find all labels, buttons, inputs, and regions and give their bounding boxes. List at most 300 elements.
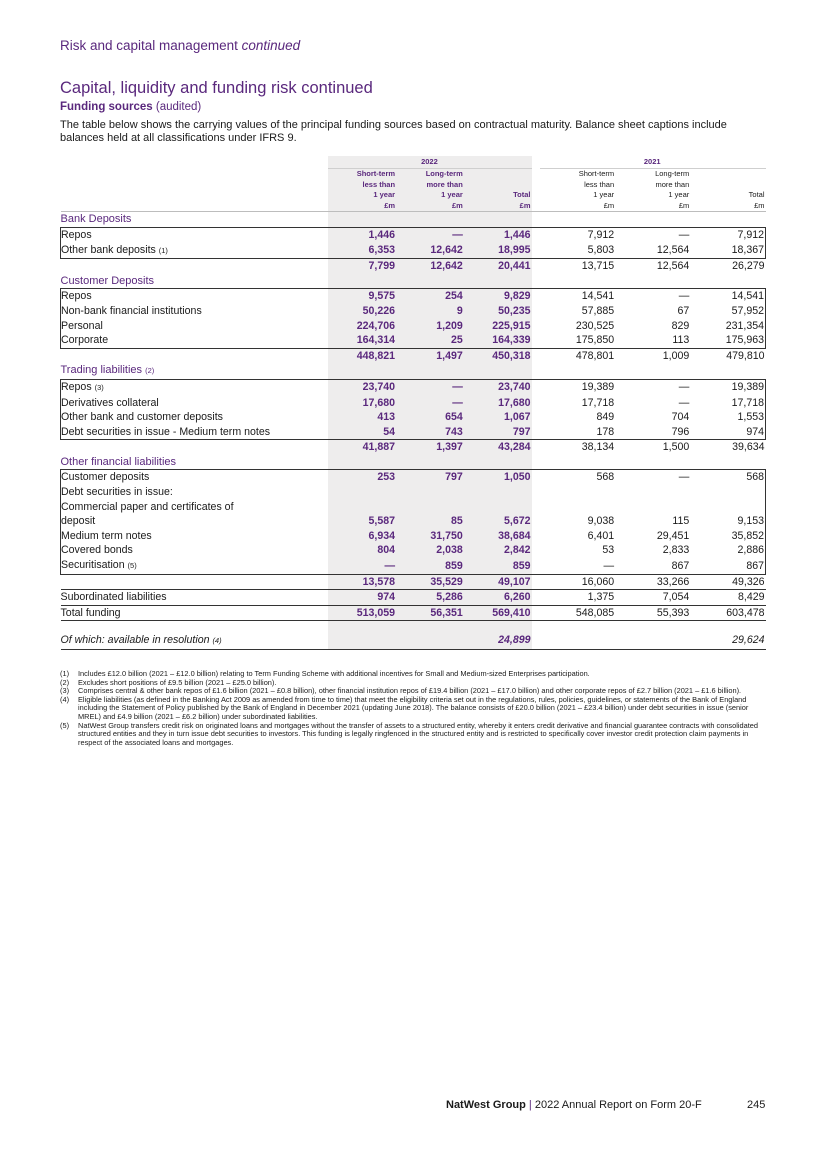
value-2022: 224,706	[328, 319, 396, 334]
empty-cell	[396, 274, 464, 289]
hdr-short2-2021: less than	[584, 179, 615, 189]
value-2022: 9	[396, 304, 464, 319]
table-row	[61, 304, 766, 319]
value-2021: 1,375	[540, 590, 615, 606]
row-label	[61, 543, 329, 558]
page-title: Capital, liquidity and funding risk continued	[60, 79, 373, 97]
column-gap	[532, 605, 540, 621]
value-2022: —	[396, 396, 464, 411]
header-section: Risk and capital management	[60, 38, 238, 53]
hdr-long3-2021: 1 year	[668, 190, 690, 200]
header-row-3	[61, 190, 766, 201]
value-2021: 1,500	[662, 441, 690, 454]
table-row	[61, 470, 766, 485]
row-label-text: Subordinated liabilities	[60, 591, 167, 604]
row-label-text: Customer Deposits	[60, 274, 155, 287]
footnote-ref: (1)	[158, 245, 168, 255]
value-2021: 867	[690, 558, 765, 574]
footnotes	[60, 670, 770, 747]
hdr-total-2022: Total	[464, 190, 532, 201]
row-label	[61, 289, 329, 304]
row-label	[61, 243, 329, 259]
footnote-ref: (2)	[145, 366, 155, 376]
value-2021: 113	[615, 333, 690, 348]
table-row	[61, 500, 766, 515]
spacer	[328, 621, 396, 633]
value-2021: 867	[615, 558, 690, 574]
value-2022	[464, 500, 532, 515]
column-gap	[532, 590, 540, 606]
value-2021: 53	[602, 544, 615, 557]
column-gap	[532, 289, 540, 304]
value-2021	[615, 500, 690, 515]
empty-cell	[615, 363, 690, 379]
footnote-text: Includes £12.0 billion (2021 – £12.0 billion) relating to Term Funding Scheme with additional incentives for Small and Medium-sized Enterprises participation.	[78, 669, 590, 678]
empty-cell	[690, 363, 765, 379]
value-2021: 39,634	[732, 441, 765, 454]
value-2021: 2,886	[690, 543, 765, 558]
of-which-row	[61, 633, 766, 649]
column-gap	[532, 243, 540, 259]
value-2022: 1,209	[396, 319, 464, 334]
hdr-long2-2021: more than	[655, 179, 690, 189]
value-2021	[615, 485, 690, 500]
value-2022: 413	[328, 410, 396, 425]
value-2021: 12,564	[656, 260, 690, 273]
funding-sources-table	[60, 156, 766, 650]
value-2022: 50,226	[328, 304, 396, 319]
value-2022: 797	[464, 425, 532, 440]
row-label	[61, 500, 329, 515]
hdr-short-2022: Short-term	[328, 169, 396, 180]
footer-company: NatWest Group	[446, 1099, 526, 1111]
value-2021: 33,266	[615, 574, 690, 590]
spacer	[690, 621, 765, 633]
value-2022: 12,642	[396, 243, 464, 259]
value-2022: —	[396, 227, 464, 242]
empty-cell	[540, 633, 615, 649]
empty-cell	[690, 274, 765, 289]
value-2021: 17,718	[690, 396, 765, 411]
subtotal-row	[61, 348, 766, 363]
footnote-ref: (4)	[212, 635, 222, 645]
value-2021: 974	[690, 425, 765, 440]
table-row	[61, 396, 766, 411]
empty-cell	[615, 212, 690, 228]
column-gap	[532, 259, 540, 274]
table-row	[61, 289, 766, 304]
row-label-text: Covered bonds	[61, 544, 133, 557]
row-label-text: Repos	[61, 380, 92, 393]
value-2021: 829	[671, 319, 690, 332]
empty-cell	[540, 363, 615, 379]
value-2021: —	[678, 396, 690, 409]
value-2021: 57,885	[581, 304, 615, 317]
value-2021: 7,912	[540, 227, 615, 242]
value-2021: 6,401	[587, 529, 615, 542]
footnote-text: Excludes short positions of £9.5 billion (2021 – £25.0 billion).	[78, 677, 277, 687]
row-label	[61, 514, 329, 529]
column-gap	[532, 212, 540, 228]
row-label	[61, 274, 329, 289]
value-2022: 164,339	[464, 333, 532, 348]
value-2022: 654	[396, 410, 464, 425]
unit-total-2021: £m	[690, 201, 765, 212]
value-2021: 115	[672, 515, 690, 528]
column-gap	[532, 455, 540, 470]
value-2022: 56,351	[396, 605, 464, 621]
value-2021: 9,038	[587, 515, 615, 528]
footnote-number: (3)	[60, 686, 70, 696]
table-row	[61, 243, 766, 259]
row-label-text: Securitisation	[61, 559, 125, 572]
hdr-long3-2022: 1 year	[396, 190, 464, 201]
table-row	[61, 485, 766, 500]
footer-separator: |	[525, 1099, 535, 1111]
value-2021: 231,354	[690, 319, 765, 334]
sub-title-rest: (audited)	[155, 101, 202, 113]
value-2021: 603,478	[690, 605, 765, 621]
value-2022	[396, 485, 464, 500]
value-2022: 254	[396, 289, 464, 304]
row-label	[61, 227, 329, 242]
table-row	[61, 558, 766, 574]
value-2022: 743	[396, 425, 464, 440]
value-2021: 849	[596, 411, 615, 424]
value-2021: 19,389	[540, 379, 615, 395]
value-2022: —	[328, 558, 396, 574]
footnote-number: (4)	[60, 694, 70, 704]
row-label-text: Derivatives collateral	[61, 396, 159, 409]
value-2022: 450,318	[464, 348, 532, 363]
subtotal-row	[61, 259, 766, 274]
row-label	[61, 485, 329, 500]
row-label-text: Total funding	[60, 606, 121, 619]
spacer	[396, 621, 464, 633]
value-2021: 18,367	[690, 243, 765, 259]
value-2022	[328, 485, 396, 500]
page-number: 245	[747, 1099, 766, 1111]
hdr-long2-2022: more than	[396, 180, 464, 191]
sub-title-bold: Funding sources	[60, 101, 153, 113]
subordinated-row	[61, 590, 766, 606]
value-2021: 5,803	[540, 243, 615, 259]
column-gap	[532, 500, 540, 515]
row-label	[61, 363, 329, 379]
row-label-text: Bank Deposits	[60, 213, 132, 226]
column-gap	[532, 440, 540, 455]
value-2022: 9,829	[464, 289, 532, 304]
footnote-number: (2)	[60, 677, 70, 687]
value-2021: —	[615, 227, 690, 242]
value-2022: 31,750	[396, 529, 464, 544]
footnote-number: (1)	[60, 669, 70, 678]
table-row	[61, 543, 766, 558]
value-2021: 178	[540, 425, 615, 440]
value-2021: 478,801	[575, 349, 615, 362]
column-gap	[532, 514, 540, 529]
unit-total-2022: £m	[464, 201, 532, 212]
value-2022: 5,672	[464, 514, 532, 529]
of-which-total-2022: 24,899	[464, 633, 532, 649]
value-2022: 85	[396, 514, 464, 529]
value-2022: 41,887	[328, 440, 396, 455]
column-gap	[532, 529, 540, 544]
column-gap	[532, 348, 540, 363]
value-2022: 43,284	[464, 440, 532, 455]
subtotal-label	[61, 259, 329, 274]
value-2021: —	[540, 558, 615, 574]
row-label-text: Trading liabilities	[60, 364, 143, 377]
value-2022: 49,107	[464, 574, 532, 590]
value-2022: 1,446	[464, 227, 532, 242]
spacer	[532, 621, 540, 633]
row-label	[61, 410, 329, 425]
footnote-text: Eligible liabilities (as defined in the Banking Act 2009 as amended from time to time) that meet the eligibility criteria set out in the regulations, rules, policies, guidelines, or statements of the Bank of England including the Statement of Policy published by the Bank of England in December 2021 (updating June 2018). The balance consists of £20.0 billion (2021 – £23.4 billion) under debt securities in issue (senior MREL) and £4.9 billion (2021 – £6.2 billion) under subordinated liabilities.	[78, 694, 749, 721]
value-2022: 164,314	[328, 333, 396, 348]
value-2021: 175,963	[690, 333, 765, 348]
row-label	[61, 605, 329, 621]
value-2021: —	[615, 470, 690, 485]
category-row	[61, 455, 766, 470]
row-label	[61, 470, 329, 485]
value-2022: 513,059	[328, 605, 396, 621]
column-gap	[532, 319, 540, 334]
footnote-text: Comprises central & other bank repos of £1.6 billion (2021 – £0.8 billion), other financial institution repos of £19.4 billion (2021 – £17.0 billion) and other corporate repos of £2.7 billion (2021 – £1.6 billion).	[78, 686, 742, 696]
value-2022: 13,578	[328, 574, 396, 590]
value-2021: 26,279	[732, 260, 765, 273]
unit-long-2022: £m	[396, 201, 464, 212]
empty-cell	[615, 455, 690, 470]
value-2021: —	[615, 379, 690, 395]
value-2021: 1,009	[662, 349, 690, 362]
row-label-text: Repos	[61, 228, 92, 241]
year-2021: 2021	[540, 156, 766, 169]
value-2022: 2,842	[464, 543, 532, 558]
row-label-text: Customer deposits	[61, 471, 150, 484]
row-label	[61, 333, 329, 348]
footnote-ref: (3)	[94, 382, 104, 392]
footnote-ref: (5)	[127, 561, 137, 571]
value-2021: 7,912	[690, 227, 765, 242]
row-label	[61, 319, 329, 334]
value-2022: 25	[396, 333, 464, 348]
value-2021: 55,393	[615, 605, 690, 621]
row-label	[61, 304, 329, 319]
year-2022: 2022	[328, 156, 531, 169]
value-2021: 8,429	[690, 590, 765, 606]
empty-cell	[615, 274, 690, 289]
value-2022: 5,587	[328, 514, 396, 529]
value-2022: 569,410	[464, 605, 532, 621]
value-2021: 38,134	[581, 441, 615, 454]
value-2022: 253	[328, 470, 396, 485]
value-2021: 1,553	[690, 410, 765, 425]
row-label-text: Repos	[61, 290, 92, 303]
value-2022: 54	[328, 425, 396, 440]
column-gap	[532, 470, 540, 485]
column-gap	[532, 425, 540, 440]
footnote-text: NatWest Group transfers credit risk on originated loans and mortgages without the transfer of assets to a structured entity, whereby it enters credit derivative and financial guarantee contracts with consolidated structured entities and they in turn issue debt securities to investors. This funding is legally ringfenced in the structured entity and is restricted to specifically cover investor credit protection claim payments in respect of the associated loans and mortgages.	[78, 720, 759, 747]
spacer	[615, 621, 690, 633]
empty-cell	[540, 212, 615, 228]
header-row-2	[61, 180, 766, 191]
footer-report: 2022 Annual Report on Form 20-F	[534, 1099, 702, 1111]
subtotal-label	[61, 348, 329, 363]
hdr-long-2022: Long-term	[396, 169, 464, 180]
value-2021	[540, 485, 615, 500]
hdr-short-2021: Short-term	[578, 169, 615, 178]
value-2021: 230,525	[575, 319, 615, 332]
total-funding-row	[61, 605, 766, 621]
value-2021: 175,850	[540, 333, 615, 348]
value-2022	[328, 500, 396, 515]
value-2022: 1,050	[464, 470, 532, 485]
value-2022: 12,642	[396, 259, 464, 274]
hdr-short3-2021: 1 year	[593, 190, 615, 200]
subtotal-label	[61, 574, 329, 590]
header-row-unit	[61, 201, 766, 212]
empty-cell	[690, 212, 765, 228]
table-row	[61, 227, 766, 242]
value-2021: 479,810	[726, 349, 765, 362]
column-gap	[532, 558, 540, 574]
spacer	[464, 621, 532, 633]
row-label-text: Other financial liabilities	[60, 455, 177, 468]
row-label	[61, 633, 329, 649]
value-2021: 19,389	[690, 379, 765, 395]
value-2021: 12,564	[615, 243, 690, 259]
value-2022: 225,915	[464, 319, 532, 334]
value-2021: 568	[540, 470, 615, 485]
category-row	[61, 212, 766, 228]
value-2022: 859	[464, 558, 532, 574]
value-2021	[690, 485, 765, 500]
footnote	[60, 696, 770, 722]
column-gap	[532, 410, 540, 425]
row-label-text: Medium term notes	[61, 529, 152, 542]
value-2021: 568	[690, 470, 765, 485]
empty-cell	[464, 363, 532, 379]
value-2021: 17,718	[581, 396, 615, 409]
value-2022: 797	[396, 470, 464, 485]
row-label-text: Debt securities in issue - Medium term notes	[61, 425, 271, 438]
value-2021: 7,054	[615, 590, 690, 606]
row-label	[61, 396, 329, 411]
column-gap	[532, 333, 540, 348]
category-row	[61, 274, 766, 289]
running-header	[60, 38, 300, 53]
value-2022: 17,680	[328, 396, 396, 411]
column-gap	[532, 543, 540, 558]
value-2022: —	[396, 379, 464, 395]
value-2022: 6,934	[328, 529, 396, 544]
value-2021: 67	[677, 304, 690, 317]
header-suffix: continued	[241, 38, 301, 53]
row-label-text: Corporate	[61, 334, 109, 347]
unit-long-2021: £m	[615, 201, 690, 212]
unit-short-2021: £m	[540, 201, 615, 212]
row-label	[61, 558, 329, 574]
empty-cell	[328, 212, 396, 228]
value-2022: 9,575	[328, 289, 396, 304]
spacer-row	[61, 621, 766, 633]
empty-cell	[328, 363, 396, 379]
value-2022: 1,397	[396, 440, 464, 455]
row-label	[61, 379, 329, 395]
value-2022: 18,995	[464, 243, 532, 259]
empty-cell	[464, 455, 532, 470]
value-2021	[540, 500, 615, 515]
row-label	[61, 425, 329, 440]
value-2021: 57,952	[690, 304, 765, 319]
row-label-text: Of which: available in resolution	[60, 633, 210, 646]
empty-cell	[690, 455, 765, 470]
row-label-text: Commercial paper and certificates of	[61, 500, 234, 513]
value-2021: 29,451	[656, 529, 690, 542]
row-label-text: Personal	[61, 319, 103, 332]
table-row	[61, 319, 766, 334]
table-row	[61, 425, 766, 440]
column-gap	[532, 304, 540, 319]
value-2022	[464, 485, 532, 500]
of-which-total-2021: 29,624	[690, 633, 765, 649]
value-2022	[396, 500, 464, 515]
value-2022: 38,684	[464, 529, 532, 544]
empty-cell	[328, 455, 396, 470]
empty-cell	[396, 212, 464, 228]
unit-short-2022: £m	[328, 201, 396, 212]
empty-cell	[328, 633, 396, 649]
value-2021: 14,541	[690, 289, 765, 304]
table-row	[61, 529, 766, 544]
subtotal-label	[61, 440, 329, 455]
empty-cell	[464, 212, 532, 228]
header-row-year	[61, 156, 766, 169]
value-2022: 448,821	[328, 348, 396, 363]
value-2021: 16,060	[540, 574, 615, 590]
value-2021: 9,153	[690, 514, 765, 529]
row-label-text: Other bank and customer deposits	[61, 411, 223, 424]
row-label-text: Other bank deposits	[61, 243, 156, 256]
empty-cell	[540, 455, 615, 470]
sub-title	[60, 101, 201, 113]
footnote-number: (5)	[60, 720, 70, 730]
empty-cell	[328, 274, 396, 289]
value-2022: 35,529	[396, 574, 464, 590]
row-label-text: deposit	[61, 515, 96, 528]
row-label	[61, 212, 329, 228]
empty-cell	[540, 274, 615, 289]
empty-cell	[396, 633, 464, 649]
column-gap	[532, 379, 540, 395]
value-2022: 7,799	[328, 259, 396, 274]
column-gap	[532, 274, 540, 289]
subtotal-row	[61, 440, 766, 455]
empty-cell	[396, 455, 464, 470]
value-2021: 13,715	[581, 260, 615, 273]
row-label	[61, 455, 329, 470]
empty-cell	[464, 274, 532, 289]
empty-cell	[615, 633, 690, 649]
value-2021: 796	[615, 425, 690, 440]
hdr-short2-2022: less than	[328, 180, 396, 191]
value-2022: 20,441	[464, 259, 532, 274]
row-label	[61, 529, 329, 544]
value-2022: 2,038	[396, 543, 464, 558]
row-label-text: Non-bank financial institutions	[61, 304, 202, 317]
empty-cell	[396, 363, 464, 379]
